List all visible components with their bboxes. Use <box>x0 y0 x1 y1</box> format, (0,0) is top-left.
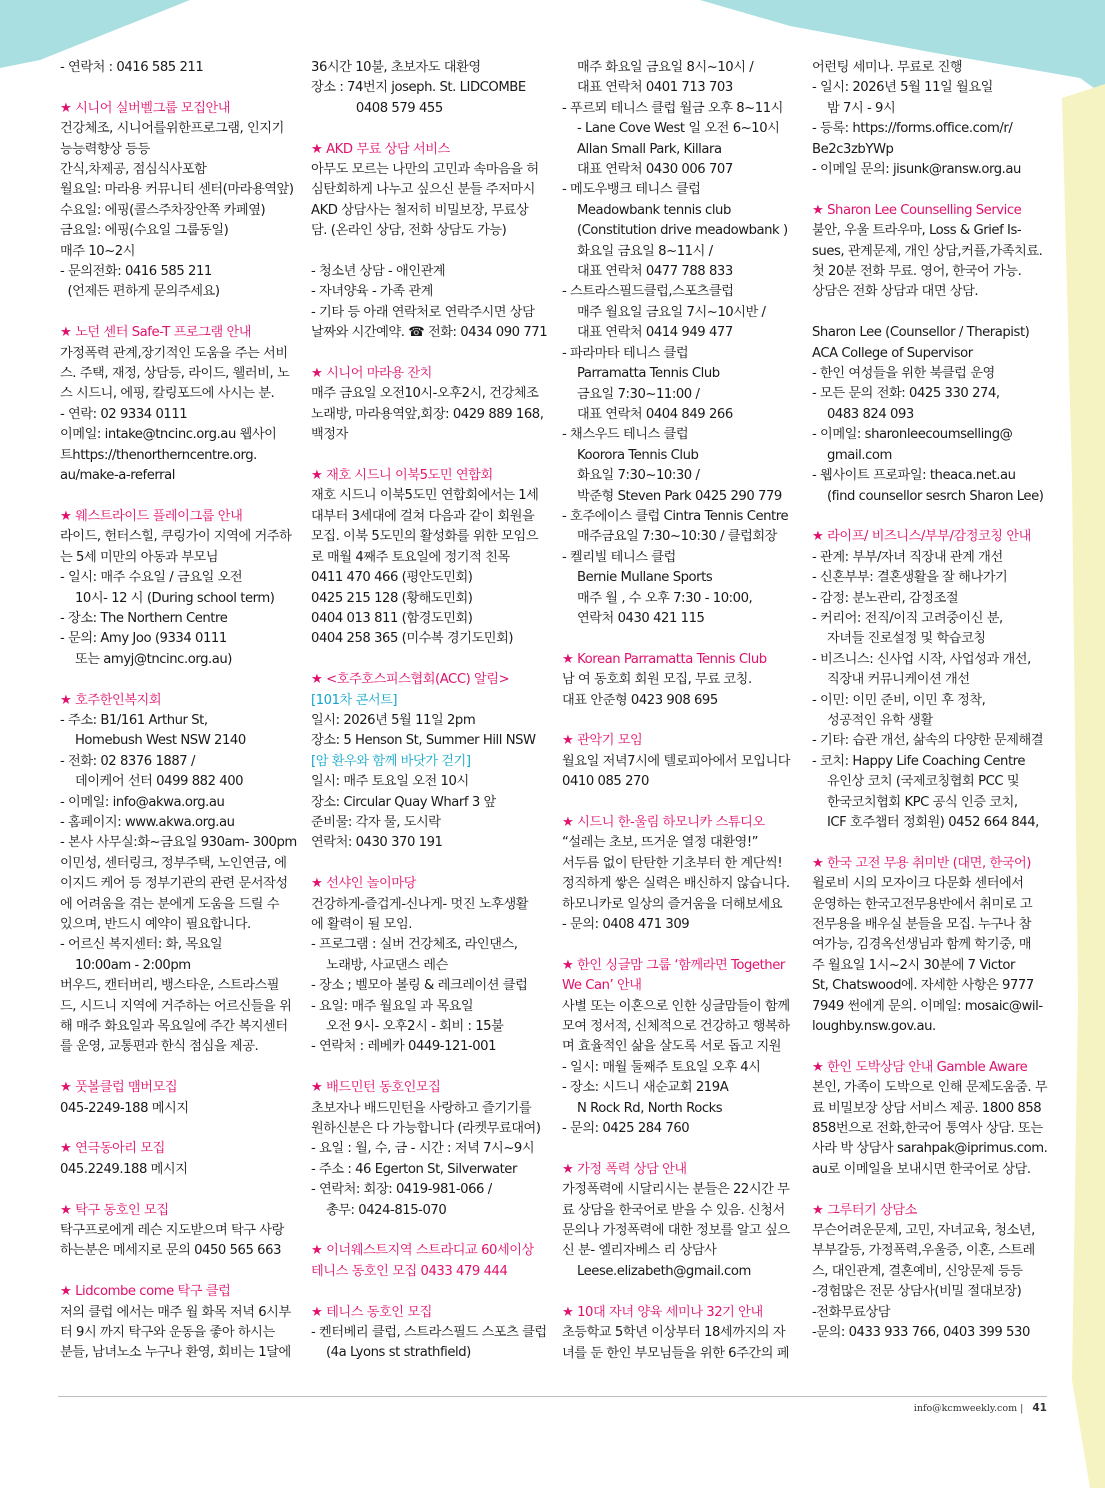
notice-line: - 관계: 부부/자녀 직장내 관계 개선 <box>812 549 1003 565</box>
notice-line: - 코치: Happy Life Coaching Centre <box>812 753 1026 769</box>
notice-line: - 비즈니스: 신사업 시작, 사업성과 개선, <box>812 651 1031 667</box>
notice-line: au/make-a-referral <box>60 468 175 484</box>
notice-line: 저의 클럽 에서는 매주 월 화목 저녁 6시부 <box>60 1304 291 1320</box>
notice-item <box>60 1078 294 1119</box>
notice-line: - 문의: 0408 471 309 <box>562 917 690 933</box>
notice-line: 건강하게-즐겁게-신나게- 멋진 노후생활 <box>311 896 529 912</box>
notice-line: 간식,차제공, 점심식사포함 <box>60 162 207 178</box>
notice-line: - Lane Cove West 일 오전 6~10시 <box>562 121 780 137</box>
column-4 <box>812 58 1048 1364</box>
notice-line: - 채스우드 테니스 클럽 <box>562 427 689 443</box>
notice-line: 준비물: 각자 물, 도시락 <box>311 814 441 830</box>
notice-line: 이지드 케어 등 정부기관의 관련 문서작성 <box>60 876 288 892</box>
notice-line: - 전화: 02 8376 1887 / <box>60 753 195 769</box>
notice-line: - 스트라스필드클럽,스포츠클럽 <box>562 284 734 300</box>
notice-line: St, Chatswood에. 자세한 사항은 9777 <box>812 978 1034 994</box>
notice-item <box>60 58 294 78</box>
notice-line: 매주 월요일 금요일 7시~10시반 / <box>562 304 766 320</box>
notice-line: Parramatta Tennis Club <box>562 366 720 382</box>
notice-line: ICF 호주챕터 정회원) 0452 664 844, <box>812 815 1039 830</box>
notice-line: 연락처 0430 421 115 <box>562 610 705 626</box>
notice-item <box>562 1160 798 1282</box>
notice-line: - 연락: 02 9334 0111 <box>60 406 188 422</box>
notice-line: -전화무료상담 <box>812 1304 891 1320</box>
notice-line: 남 여 동호회 회원 모집, 무료 코칭. <box>562 672 752 688</box>
notice-line: - 호주에이스 클럽 Cintra Tennis Centre <box>562 508 789 524</box>
notice-line: 탁구프로에게 레슨 지도받으며 탁구 사랑 <box>60 1223 284 1239</box>
footer-email[interactable]: info@kcmweekly.com <box>913 1403 1018 1414</box>
notice-title: ★ 테니스 동호인 모집 <box>311 1304 432 1320</box>
notice-item <box>311 1241 547 1282</box>
notice-line: 가정폭력에 시달리시는 분들은 22시간 무 <box>562 1182 790 1198</box>
notice-line: 박준형 Steven Park 0425 290 779 <box>562 488 782 504</box>
notice-line: - 웹사이트 프로파일: theaca.net.au <box>812 468 1016 484</box>
notice-line: Bernie Mullane Sports <box>562 570 713 586</box>
notice-line: Koorora Tennis Club <box>562 447 699 463</box>
notice-item <box>311 670 547 854</box>
notice-line: 0425 215 128 (황해도민회) <box>311 590 473 606</box>
notice-line: 본인, 가족이 도박으로 인해 문제도움줌. 무 <box>812 1080 1048 1096</box>
notice-item <box>60 323 294 486</box>
notice-line: 사별 또는 이혼으로 인한 싱글맘들이 함께 <box>562 998 790 1014</box>
notice-title: ★ 한인 도박상담 안내 Gamble Aware <box>812 1059 1028 1075</box>
notice-line: 초보자나 배드민턴을 사랑하고 즐기기를 <box>311 1100 532 1116</box>
notice-line: - 메도우뱅크 테니스 클럽 <box>562 182 701 198</box>
notice-line: Homebush West NSW 2140 <box>60 733 246 749</box>
notice-item <box>60 99 294 303</box>
notice-item <box>60 1139 294 1180</box>
notice-line: 로 매월 4째주 토요일에 정기적 친목 <box>311 549 510 565</box>
notice-line: - 감정: 분노관리, 감정조절 <box>812 590 959 606</box>
notice-line: 문의나 가정폭력에 대한 정보를 알고 싶으 <box>562 1223 790 1239</box>
notice-item <box>562 813 798 935</box>
notice-line: (4a Lyons st strathfield) <box>311 1345 471 1361</box>
notice-line: 매주금요일 7:30~10:30 / 클럽회장 <box>562 529 777 545</box>
notice-line: (언제든 편하게 문의주세요) <box>60 284 220 300</box>
notice-line: 10시- 12 시 (During school term) <box>60 590 275 606</box>
notice-line: - 주소: B1/161 Arthur St, <box>60 712 208 728</box>
notice-line: AKD 상담사는 철저히 비밀보장, 무료상 <box>311 202 529 218</box>
notice-line: - 장소: 시드니 새순교회 219A <box>562 1080 729 1096</box>
notice-line: 부부갈등, 가정폭력,우울증, 이혼, 스트레 <box>812 1243 1035 1259</box>
notice-line: 료 비밀보장 상담 서비스 제공. 1800 858 <box>812 1100 1042 1116</box>
notice-title: ★ 10대 자녀 양육 세미나 32기 안내 <box>562 1304 763 1320</box>
notice-line: - 어르신 복지센터: 화, 목요일 <box>60 937 223 953</box>
notice-line: 있으며, 반드시 예약이 필요합니다. <box>60 917 251 932</box>
notice-line: Meadowbank tennis club <box>562 202 731 218</box>
notice-item <box>812 1058 1048 1180</box>
notice-line: 수요일: 에핑(콜스주차장안쪽 카페옆) <box>60 202 266 218</box>
notice-line: 이메일: intake@tncinc.org.au 웹사이 <box>60 427 277 443</box>
notice-line: 유인상 코치 (국제코칭협회 PCC 및 <box>812 774 1020 790</box>
notice-item <box>812 58 1048 180</box>
notice-line: - 장소: The Northern Centre <box>60 610 228 626</box>
notice-title: ★ 그루터기 상담소 <box>812 1202 917 1218</box>
notice-line: 또는 amyj@tncinc.org.au) <box>60 651 232 667</box>
notice-line: - 이메일: info@akwa.org.au <box>60 794 225 810</box>
notice-line: - 요일: 매주 월요일 과 목요일 <box>311 998 474 1014</box>
notice-line: 장소: 5 Henson St, Summer Hill NSW <box>311 733 536 749</box>
notice-line: - 일시: 매주 수요일 / 금요일 오전 <box>60 570 243 586</box>
notice-line: 라이드, 헌터스힐, 쿠링가이 지역에 거주하 <box>60 529 292 545</box>
notice-line: 0411 470 466 (평안도민회) <box>311 570 473 586</box>
notice-title: ★ 탁구 동호인 모집 <box>60 1202 169 1218</box>
notice-line: - 연락처 : 레베카 0449-121-001 <box>311 1039 497 1055</box>
notice-line: 첫 20분 전화 무료. 영어, 한국어 가능. <box>812 264 1022 280</box>
notice-line: - 요일 : 월, 수, 금 - 시간 : 저녁 7시~9시 <box>311 1141 535 1157</box>
notice-item <box>562 956 798 1140</box>
notice-line: 아무도 모르는 나만의 고민과 속마음을 허 <box>311 162 539 178</box>
notice-line: 데이케어 선터 0499 882 400 <box>60 774 244 790</box>
notice-line: - 이메일: sharonleecoumselling@ <box>812 427 1013 443</box>
notice-line: 대표 연락처 0430 006 707 <box>562 162 733 178</box>
notice-line: ACA College of Supervisor <box>812 345 973 361</box>
notice-line: 자녀들 진로설정 및 학습코칭 <box>812 631 986 647</box>
notice-item <box>812 201 1048 507</box>
notice-line: 금요일: 에핑(수요일 그룹동일) <box>60 223 229 239</box>
footer-rule <box>58 1396 1047 1397</box>
notice-title: ★ 시니어 마라용 잔치 <box>311 366 432 382</box>
notice-title: ★ 가정 폭력 상담 안내 <box>562 1161 687 1177</box>
notice-line: 대표 연락처 0477 788 833 <box>562 264 733 280</box>
notice-item <box>311 1078 547 1221</box>
page-footer <box>914 1402 1047 1414</box>
notice-line: 장소 : 74번지 joseph. St. LIDCOMBE <box>311 80 526 96</box>
notice-line: 버우드, 캔터버리, 뱅스타운, 스트라스필 <box>60 978 280 994</box>
notice-line: gmail.com <box>812 447 892 463</box>
notice-line: 36시간 10불, 초보자도 대환영 <box>311 60 481 75</box>
notice-line: 대표 연락처 0414 949 477 <box>562 325 733 341</box>
notice-line: 주 월요일 1시~2시 30분에 7 Victor <box>812 957 1015 973</box>
page-number: 41 <box>1032 1402 1047 1414</box>
notice-title: ★ 한인 싱글맘 그룹 ‘함께라면 Together We Can’ 안내 <box>562 957 785 994</box>
notice-line: 운영하는 한국고전무용반에서 취미로 고 <box>812 896 1033 912</box>
notice-line: 날짜와 시간예약. ☎ 전화: 0434 090 771 <box>311 325 548 341</box>
notice-line: 총무: 0424-815-070 <box>311 1202 447 1218</box>
notice-title: ★ 시니어 실버벨그룹 모집안내 <box>60 100 231 116</box>
notice-line: - 자녀양육 - 가족 관계 <box>311 284 433 300</box>
notice-item <box>60 1201 294 1262</box>
notice-line: (find counsellor sesrch Sharon Lee) <box>812 488 1044 504</box>
notice-line: 월요일 저녁7시에 텔로피아에서 모입니다 <box>562 753 791 769</box>
notice-line: 밤 7시 - 9시 <box>812 100 896 116</box>
notice-line: 신 분- 엘리자베스 리 상담사 <box>562 1243 717 1259</box>
notice-line: 분들, 남녀노소 누구나 환영, 회비는 1달에 <box>60 1345 291 1361</box>
notice-line: 045-2249-188 메시지 <box>60 1100 189 1116</box>
notice-line: 0404 258 365 (미수복 경기도민회) <box>311 631 514 647</box>
notice-line: - 문의: 0425 284 760 <box>562 1121 690 1137</box>
notice-line: 연락처: 0430 370 191 <box>311 835 443 851</box>
notice-line: 월요일: 마라용 커뮤니티 센터(마라용역앞) <box>60 182 294 198</box>
notice-line: - 문의: Amy Joo (9334 0111 <box>60 631 227 647</box>
notice-line <box>812 303 1048 323</box>
notice-title: ★ 선샤인 놀이마당 <box>311 876 416 892</box>
yellow-right-shape <box>1062 84 1105 1488</box>
notice-title: ★ <호주호스피스협회(ACC) 알림> <box>311 672 510 688</box>
notice-line: 045.2249.188 메시지 <box>60 1161 188 1177</box>
notice-line: 드, 시드니 지역에 거주하는 어르신들을 위 <box>60 998 292 1014</box>
notice-title: ★ 이너웨스트지역 스트라디교 60세이상 테니스 동호인 모집 0433 479 444 <box>311 1243 534 1279</box>
notice-line: -문의: 0433 933 766, 0403 399 530 <box>812 1325 1030 1341</box>
column-1 <box>60 58 297 1384</box>
notice-line: 는 5세 미만의 아동과 부모님 <box>60 549 219 565</box>
notice-line: - 프로그램 : 실버 건강체조, 라인댄스, <box>311 937 518 953</box>
notice-title: ★ 한국 고전 무용 취미반 (대면, 한국어) <box>812 855 1032 871</box>
notice-line: 초등학교 5학년 이상부터 18세까지의 자 <box>562 1325 786 1341</box>
notice-title: ★ Sharon Lee Counselling Service <box>812 202 1022 218</box>
notice-item <box>562 58 798 629</box>
notice-line: 트https://thenortherncentre.org. <box>60 447 257 463</box>
notice-line: - 본사 사무실:화~금요일 930am- 300pm <box>60 835 297 851</box>
notice-line: 0408 579 455 <box>311 100 443 116</box>
notice-line: - 커리어: 전직/이직 고려중이신 분, <box>812 610 1003 626</box>
notice-line: N Rock Rd, North Rocks <box>562 1100 723 1116</box>
notice-line: 불안, 우울 트라우마, Loss & Grief Is- <box>812 223 1022 239</box>
notice-item <box>311 364 547 446</box>
notice-item <box>311 140 547 344</box>
notice-line: 재호 시드니 이북5도민 연합회에서는 1세 <box>311 488 539 504</box>
notice-line: 며 효율적인 삶을 살도록 서로 돕고 지원 <box>562 1039 782 1055</box>
notice-line: loughby.nsw.gov.au. <box>812 1019 936 1035</box>
notice-line: 정직하게 쌓은 실력은 배신하지 않습니다. <box>562 876 790 892</box>
notice-line: 를 운영, 교통편과 한식 점심을 제공. <box>60 1039 259 1055</box>
notice-line: 화요일 금요일 8~11시 / <box>562 243 713 259</box>
notice-title: ★ 풋볼클럽 맴버모집 <box>60 1080 178 1096</box>
notice-title: ★ 재호 시드니 이북5도민 연합회 <box>311 468 493 484</box>
notice-line: - 기타 등 아래 연락처로 연락주시면 상담 <box>311 304 535 320</box>
notice-line: Allan Small Park, Killara <box>562 141 722 157</box>
notice-line: 이민성, 센터링크, 정부주택, 노인연금, 에 <box>60 855 287 871</box>
notice-line: - 켈리빌 테니스 클럽 <box>562 549 676 565</box>
notice-title: ★ 호주한인복지회 <box>60 692 162 708</box>
notice-line: - 파라마타 테니스 클럽 <box>562 345 689 361</box>
notice-line: 무슨어려운문제, 고민, 자녀교육, 청소년, <box>812 1223 1035 1239</box>
notice-line: 에 활력이 될 모임. <box>311 916 412 932</box>
notice-line: 매주 월 , 수 오후 7:30 - 10:00, <box>562 590 753 606</box>
notice-line: 담. (온라인 상담, 전화 상담도 가능) <box>311 223 507 239</box>
notice-item <box>311 1303 547 1364</box>
notice-item <box>562 731 798 792</box>
notice-line: 노래방, 사교댄스 레슨 <box>311 957 448 973</box>
notice-subtitle: [암 환우와 함께 바닷가 걷기] <box>311 753 471 769</box>
notice-line: 10:00am - 2:00pm <box>60 957 191 973</box>
notice-line: 일시: 2026년 5월 11일 2pm <box>311 712 476 728</box>
notice-item <box>311 874 547 1058</box>
notice-line: 0410 085 270 <box>562 774 649 790</box>
notice-line: Be2c3zbYWp <box>812 141 894 157</box>
notice-line: - 일시: 2026년 5월 11일 월요일 <box>812 80 993 96</box>
notice-line: 스 시드니, 에핑, 칼링포드에 사시는 분. <box>60 386 275 402</box>
notice-line: - 푸르뫼 테니스 클럽 월금 오후 8~11시 <box>562 100 783 116</box>
notice-line: 능능력향상 등등 <box>60 141 150 157</box>
notice-line: - 홈페이지: www.akwa.org.au <box>60 814 235 830</box>
notice-line: 0483 824 093 <box>812 406 914 422</box>
notice-line: 직장내 커뮤니케이션 개선 <box>812 672 970 688</box>
notice-title: ★ 배드민턴 동호인모집 <box>311 1080 441 1096</box>
notice-line: - 등록: https://forms.office.com/r/ <box>812 121 1013 137</box>
notice-line: 모여 정서적, 신체적으로 건강하고 행복하 <box>562 1019 790 1035</box>
notice-title: ★ Korean Parramatta Tennis Club <box>562 651 767 667</box>
notice-line: 7949 썬에게 문의. 이메일: mosaic@wil- <box>812 998 1043 1014</box>
notice-line: 한국코치협회 KPC 공식 인증 코치, <box>812 794 1018 810</box>
notice-line: “설레는 초보, 뜨거운 열정 대환영!” <box>562 835 759 851</box>
notice-line: 터 9시 까지 탁구와 운동을 좋아 하시는 <box>60 1325 275 1341</box>
notice-line: 매주 화요일 금요일 8시~10시 / <box>562 60 754 75</box>
notice-line: - 연락처 : 0416 585 211 <box>60 60 204 75</box>
column-2 <box>311 58 547 1384</box>
notice-line: 하모니카로 일상의 즐거움을 더해보세요 <box>562 896 783 912</box>
notice-line: Sharon Lee (Counsellor / Therapist) <box>812 325 1030 341</box>
notice-line: - 주소 : 46 Egerton St, Silverwater <box>311 1161 517 1177</box>
notice-line: sues, 관계문제, 개인 상담,커플,가족치료. <box>812 243 1043 259</box>
notice-line: 대표 연락처 0401 713 703 <box>562 80 733 96</box>
notice-item <box>562 650 798 711</box>
notice-line: 오전 9시- 오후2시 - 회비 : 15불 <box>311 1019 504 1035</box>
notice-line: 하는분은 메세지로 문의 0450 565 663 <box>60 1243 282 1259</box>
notice-line: (Constitution drive meadowbank ) <box>562 223 788 239</box>
notice-line: - 한인 여성들을 위한 북클럽 운영 <box>812 366 995 382</box>
notice-line: - 청소년 상담 - 애인관계 <box>311 264 446 280</box>
notice-line: 백정자 <box>311 427 348 443</box>
notice-line: - 문의전화: 0416 585 211 <box>60 264 212 280</box>
notice-line: 녀를 둔 한인 부모님들을 위한 6주간의 페 <box>562 1345 790 1361</box>
notice-line: - 모든 문의 전화: 0425 330 274, <box>812 386 1000 402</box>
notice-line: 건강체조, 시니어를위한프로그램, 인지기 <box>60 121 284 137</box>
notice-line: 0404 013 811 (함경도민회) <box>311 610 473 626</box>
notice-line: 스. 주택, 재정, 상담등, 라이드, 웰러비, 노 <box>60 366 290 382</box>
notice-line: 매주 금요일 오전10시-오후2시, 건강체조 <box>311 386 539 402</box>
notice-line: - 일시: 매월 둘째주 토요일 오후 4시 <box>562 1059 761 1075</box>
notice-subtitle: [101차 콘서트] <box>311 692 398 708</box>
notice-title: ★ 시드니 한-울림 하모니카 스튜디오 <box>562 814 765 830</box>
notice-item <box>60 1282 294 1364</box>
notice-line: 해 매주 화요일과 목요일에 주간 복지센터 <box>60 1019 288 1035</box>
notice-line: - 연락처: 회장: 0419-981-066 / <box>311 1182 492 1198</box>
notice-line: 윌로비 시의 모자이크 다문화 센터에서 <box>812 876 1024 892</box>
notice-title: ★ 관악기 모임 <box>562 733 643 749</box>
notice-title: ★ Lidcombe come 탁구 클럽 <box>60 1284 231 1300</box>
notice-item <box>812 527 1048 833</box>
notice-line: 성공적인 유학 생활 <box>812 712 933 728</box>
notice-line: 일시: 매주 토요일 오전 10시 <box>311 774 469 790</box>
notice-line: 노래방, 마라용역앞,회장: 0429 889 168, <box>311 406 544 422</box>
notice-item <box>812 854 1048 1038</box>
notice-line: 료 상담을 한국어로 받을 수 있음. 신청서 <box>562 1202 785 1218</box>
notice-item <box>812 1201 1048 1344</box>
notice-line: 에 어려움을 겪는 분에게 도움을 드릴 수 <box>60 896 280 912</box>
notice-line: 서두름 없이 탄탄한 기초부터 한 계단씩! <box>562 855 783 871</box>
column-3 <box>562 58 798 1384</box>
notice-line: - 장소 ; 벨모아 볼링 & 레크레이션 클럽 <box>311 978 528 994</box>
notice-line <box>311 242 547 262</box>
notice-line: 858번으로 전화,한국어 통역사 상담. 또는 <box>812 1121 1043 1137</box>
notice-line: 사라 박 상담사 sarahpak@iprimus.com. <box>812 1141 1048 1157</box>
notice-line: 대부터 3세대에 걸쳐 다음과 같이 회원을 <box>311 508 535 524</box>
notice-line: 장소: Circular Quay Wharf 3 앞 <box>311 794 496 810</box>
notice-line: Leese.elizabeth@gmail.com <box>562 1263 751 1279</box>
notice-item <box>60 507 294 670</box>
notice-line: 매주 10~2시 <box>60 243 136 259</box>
notice-line: 대표 안준형 0423 908 695 <box>562 692 718 708</box>
notice-line: 스, 대인관계, 결혼예비, 신앙문제 등등 <box>812 1263 1023 1279</box>
notice-title: ★ AKD 무료 상담 서비스 <box>311 141 450 157</box>
notice-item <box>311 466 547 650</box>
notice-line: - 기타: 습관 개선, 삶속의 다양한 문제해결 <box>812 733 1044 749</box>
footer-separator: | <box>1020 1403 1024 1414</box>
notice-line: - 신혼부부: 결혼생활을 잘 해나가기 <box>812 570 1008 586</box>
notice-title: ★ 노던 센터 Safe-T 프로그램 안내 <box>60 325 252 341</box>
notice-line: - 이민: 이민 준비, 이민 후 정착, <box>812 692 986 708</box>
notice-line: 전무용을 배우실 분들을 모집. 누구나 참 <box>812 917 1032 933</box>
notice-line: - 켄터베리 클럽, 스트라스필드 스포츠 클럽 <box>311 1325 547 1341</box>
notice-line: 가정폭력 관계,장기적인 도움을 주는 서비 <box>60 345 288 361</box>
notice-title: ★ 연극동아리 모집 <box>60 1141 165 1157</box>
notice-line: - 이메일 문의: jisunk@ransw.org.au <box>812 162 1021 178</box>
notice-line: 심탄회하게 나누고 싶으신 분들 주저마시 <box>311 182 535 198</box>
notice-line: 원하신분은 다 가능합니다 (라켓무료대여) <box>311 1121 541 1137</box>
notice-line: 어런팅 세미나. 무료로 진행 <box>812 60 963 75</box>
notice-title: ★ 웨스트라이드 플레이그룹 안내 <box>60 508 243 524</box>
notice-line: 대표 연락처 0404 849 266 <box>562 406 733 422</box>
notice-item <box>60 691 297 1058</box>
notice-line: 상담은 전화 상담과 대면 상담. <box>812 284 979 300</box>
notice-line: 여가능, 김경옥선생님과 함께 학기중, 매 <box>812 937 1032 953</box>
notice-item <box>562 1303 798 1364</box>
notice-line: 모집. 이북 5도민의 활성화를 위한 모임으 <box>311 529 539 545</box>
notice-line: 화요일 7:30~10:30 / <box>562 468 700 484</box>
notice-line: au로 이메일을 보내시면 한국어로 상담. <box>812 1161 1031 1177</box>
notice-item <box>311 58 547 119</box>
notice-title: ★ 라이프/ 비즈니스/부부/감정코칭 안내 <box>812 529 1031 545</box>
notice-line: -경험많은 전문 상담사(비밀 절대보장) <box>812 1284 1022 1300</box>
notice-line: 금요일 7:30~11:00 / <box>562 386 700 402</box>
